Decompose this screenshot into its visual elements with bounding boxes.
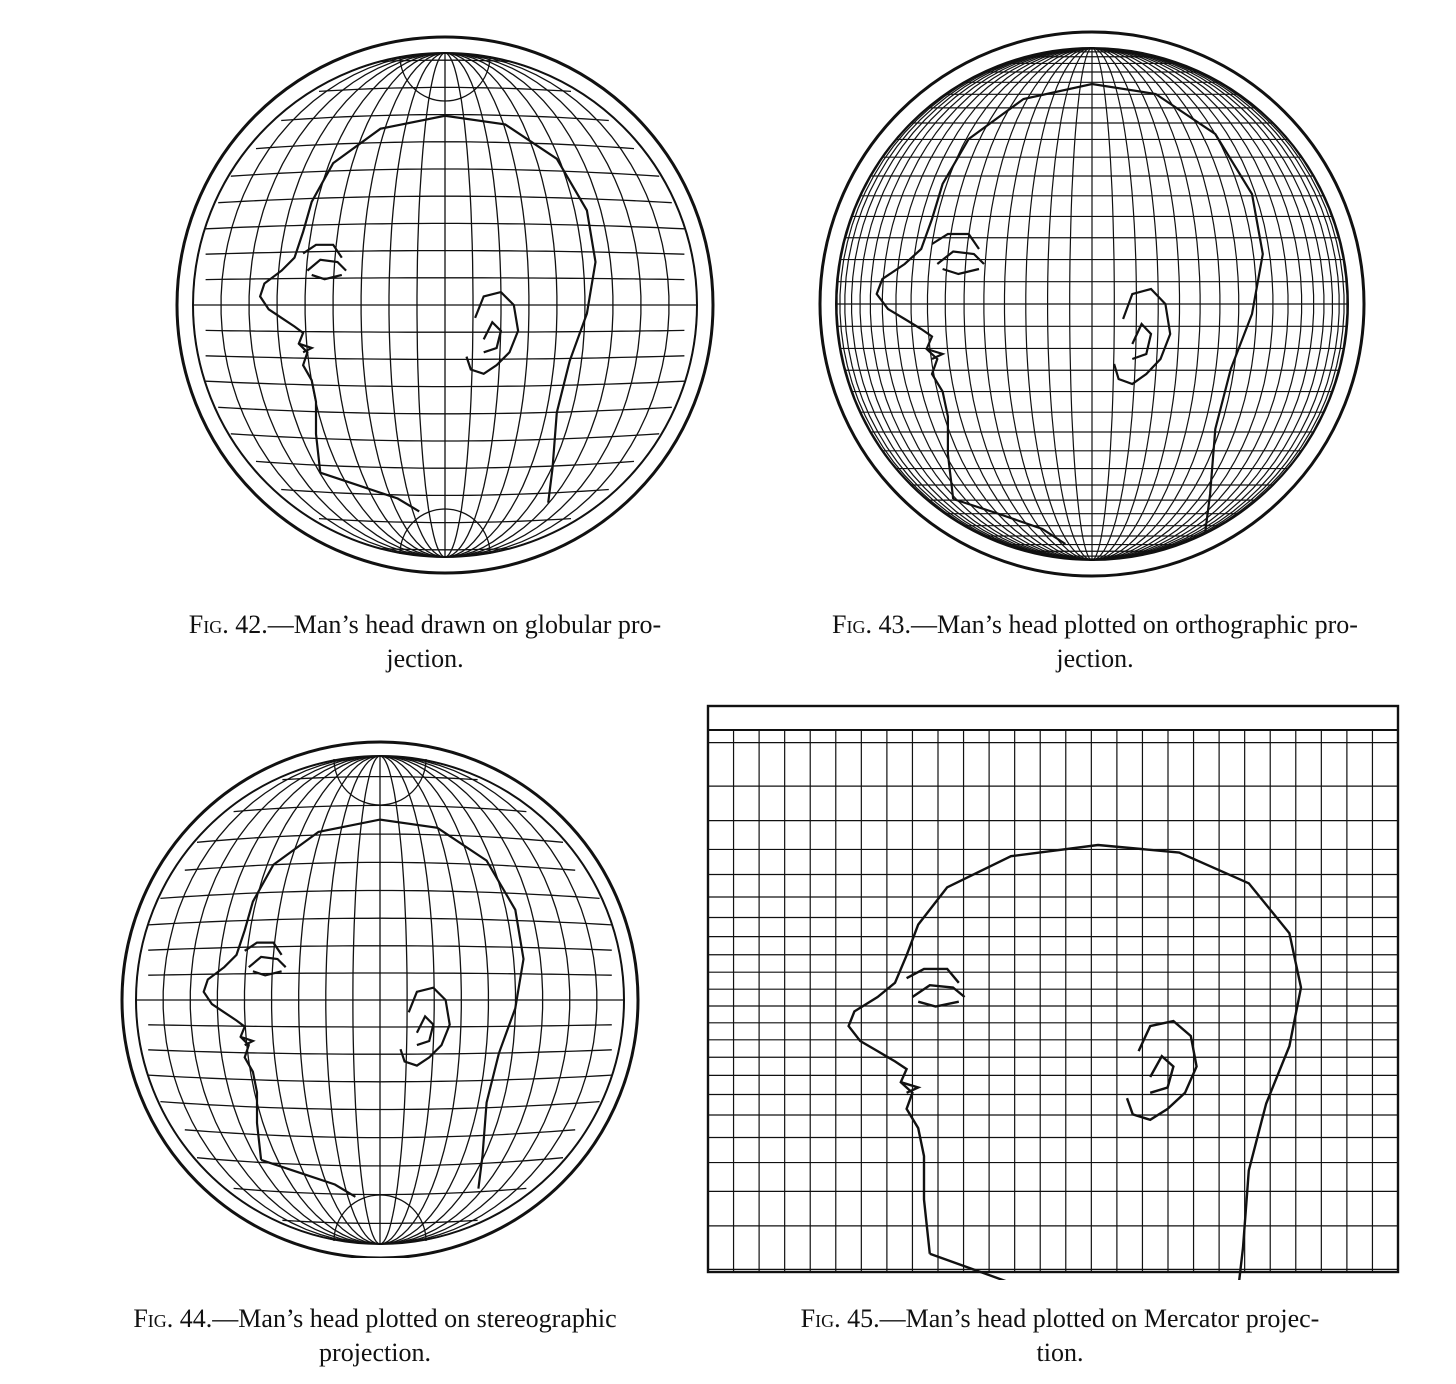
caption-text: —Man’s head plotted on Mercator projec- — [879, 1304, 1320, 1333]
caption-text: —Man’s head plotted on orthographic pro- — [911, 610, 1358, 639]
figure-label: Fig. 43. — [832, 610, 911, 639]
figure-label: Fig. 45. — [800, 1304, 880, 1333]
caption-fig-42 — [120, 608, 730, 676]
mouth — [901, 1082, 918, 1093]
eyebrow — [245, 943, 282, 955]
ear-inner — [484, 322, 501, 352]
figure-label: Fig. 44. — [133, 1304, 213, 1333]
head-outline — [204, 820, 524, 1189]
caption-fig-43 — [770, 608, 1420, 676]
caption-fig-45 — [740, 1302, 1380, 1370]
caption-text-continued: jection. — [386, 644, 464, 673]
neck-line — [930, 1254, 1063, 1280]
mouth — [927, 349, 943, 359]
caption-text-continued: tion. — [1036, 1338, 1084, 1367]
mercator-projection-drawing — [700, 698, 1406, 1280]
mouth — [299, 344, 312, 353]
caption-text-continued: projection. — [319, 1338, 431, 1367]
ear-inner — [417, 1016, 433, 1045]
globular-projection-drawing — [170, 30, 720, 580]
eye-upper-lid — [249, 957, 286, 967]
ear-outline — [1127, 1021, 1197, 1120]
stereographic-projection-drawing — [112, 738, 652, 1258]
head-outline — [849, 845, 1301, 1280]
eye-lower-lid — [943, 269, 979, 274]
ear-inner — [1150, 1056, 1173, 1093]
caption-text: —Man’s head plotted on stereographic — [212, 1304, 617, 1333]
eye-upper-lid — [307, 260, 346, 271]
caption-text-continued: jection. — [1056, 644, 1134, 673]
caption-text: —Man’s head drawn on globular pro- — [267, 610, 662, 639]
eyebrow — [932, 234, 979, 249]
eye-upper-lid — [937, 252, 984, 265]
head-outline — [260, 116, 595, 503]
eyebrow — [907, 969, 959, 983]
caption-fig-44 — [60, 1302, 690, 1370]
figure-label: Fig. 42. — [188, 610, 268, 639]
orthographic-projection-drawing — [812, 28, 1372, 580]
